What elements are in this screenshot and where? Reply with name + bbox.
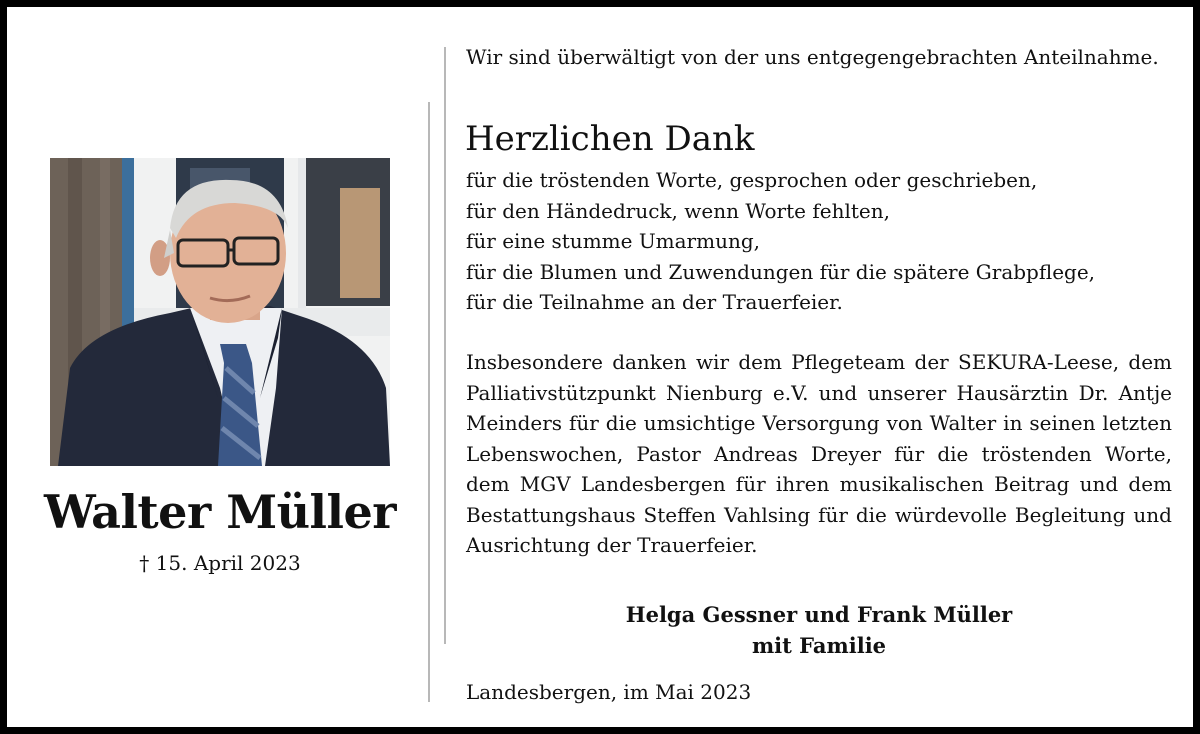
thanks-line: für die Blumen und Zuwendungen für die spätere Grabpflege, xyxy=(466,259,1096,284)
thanks-line: für die tröstenden Worte, gesprochen oder geschrieben, xyxy=(466,168,1038,192)
intro-text: Wir sind überwältigt von der uns entgegengebrachten Anteilnahme. xyxy=(466,45,1159,69)
signature-family: mit Familie xyxy=(751,633,887,658)
thanks-line: für den Händedruck, wenn Worte fehlten, xyxy=(466,198,890,223)
deceased-name: Walter Müller xyxy=(43,485,397,539)
divider-line-secondary xyxy=(428,102,430,702)
thanks-line: für die Teilnahme an der Trauerfeier. xyxy=(466,290,843,314)
signature xyxy=(466,599,1172,661)
death-date: † 15. April 2023 xyxy=(139,551,301,575)
special-thanks-paragraph: Insbesondere danken wir dem Pflegeteam der SEKURA-Leese, dem Palliativstützpunkt Nienburg e.V. und unserer Hausärztin Dr. Antje Meinders für die umsichtige Versorgung von Walter in seinen letzten Lebenswochen, Pastor Andreas Dreyer für die tröstenden Worte, dem MGV Landesbergen für ihren musikalischen Beitrag und dem Bestattungshaus Steffen Vahlsing für die würdevolle Begleitung und Ausrichtung der Trauerfeier. xyxy=(466,350,1172,557)
place-date: Landesbergen, im Mai 2023 xyxy=(466,680,752,704)
thanks-list xyxy=(466,165,1196,318)
thanks-line: für eine stumme Umarmung, xyxy=(466,229,761,253)
signature-names: Helga Gessner und Frank Müller xyxy=(625,602,1013,627)
divider-line xyxy=(444,47,446,644)
thanks-heading: Herzlichen Dank xyxy=(465,119,755,159)
portrait-image xyxy=(50,158,390,466)
portrait-photo xyxy=(50,158,390,466)
